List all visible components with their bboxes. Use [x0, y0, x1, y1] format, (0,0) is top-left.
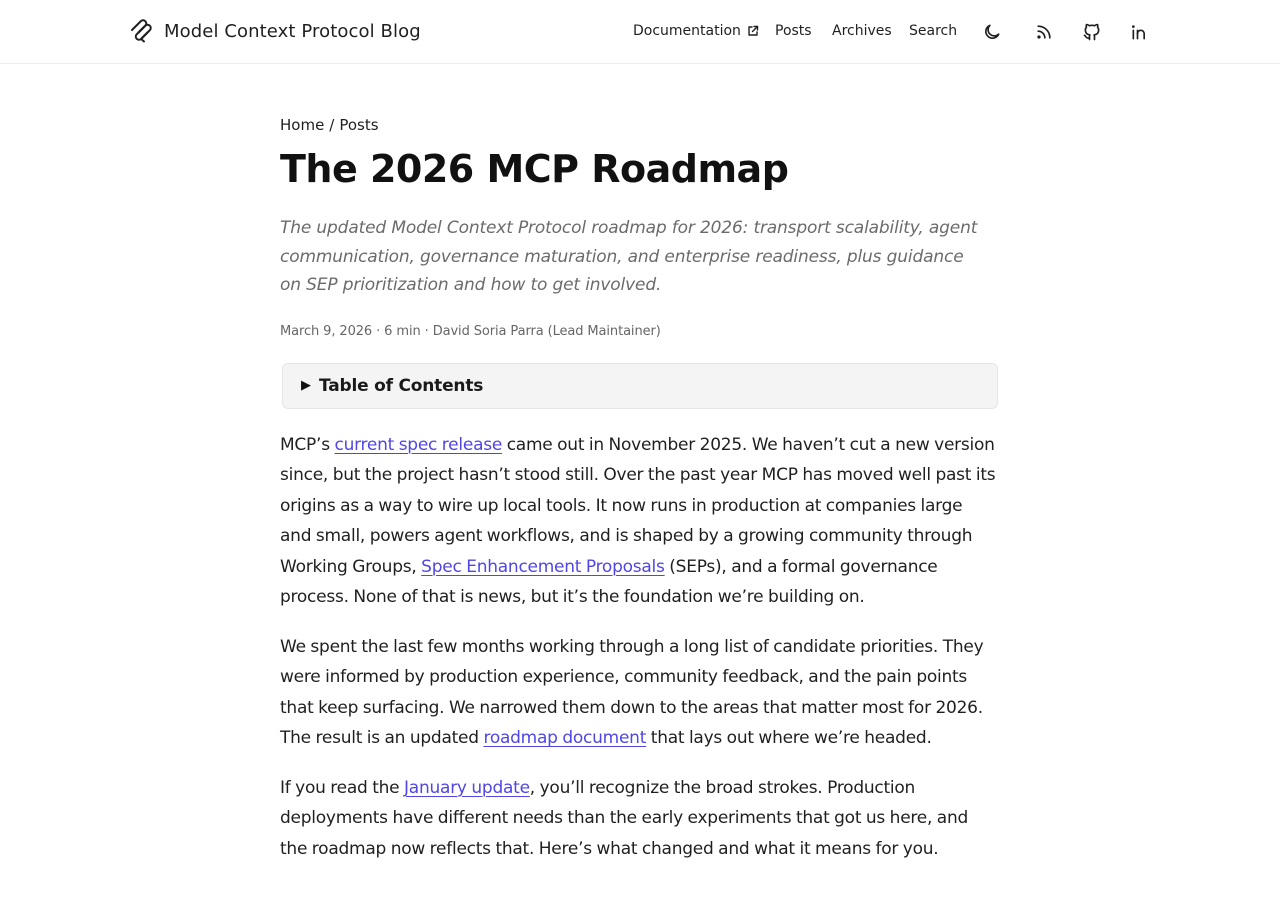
external-link-icon — [747, 25, 759, 37]
toc-label: Table of Contents — [319, 375, 484, 396]
github-icon — [1082, 22, 1102, 42]
nav-documentation[interactable] — [633, 18, 759, 44]
github-button[interactable] — [1080, 20, 1104, 44]
p2-text-end: that lays out where we’re headed. — [646, 728, 932, 749]
p1-text-end: (SEPs), and a formal governance process. None of that is news, but it’s the foundation we’re building on. — [280, 556, 938, 608]
breadcrumb-separator: / — [329, 116, 335, 134]
p2-text-start: We spent the last few months working through a long list of candidate priorities. They were informed by production experience, community feedback, and the pain points that keep surfacing. We narrowed them down to the areas that matter most for 2026. The result is an updated — [280, 636, 984, 749]
breadcrumb-posts[interactable]: Posts — [339, 116, 379, 134]
linkedin-button[interactable] — [1128, 20, 1152, 44]
site-title: Model Context Protocol Blog — [164, 20, 421, 42]
paragraph-1 — [280, 430, 998, 613]
moon-icon — [982, 22, 1002, 42]
linkedin-icon — [1130, 22, 1150, 42]
site-brand-link[interactable] — [130, 14, 421, 48]
nav-posts[interactable] — [775, 18, 812, 44]
disclosure-triangle-icon: ▶ — [301, 378, 311, 394]
january-update-link[interactable]: January update — [404, 777, 530, 798]
page-title: The 2026 MCP Roadmap — [280, 147, 789, 191]
mcp-logo-icon — [130, 18, 154, 44]
post-description: The updated Model Context Protocol roadmap for 2026: transport scalability, agent communication, governance maturation, and enterprise readiness, plus guidance on SEP prioritization and how to get involved. — [280, 218, 978, 296]
breadcrumb-home[interactable]: Home — [280, 116, 325, 134]
paragraph-2 — [280, 632, 998, 754]
current-spec-release-link[interactable]: current spec release — [334, 434, 503, 455]
paragraph-3 — [280, 773, 998, 865]
nav-posts-link[interactable]: Posts — [775, 23, 812, 39]
post-meta: March 9, 2026 · 6 min · David Soria Parra (Lead Maintainer) — [280, 323, 661, 339]
post-content — [280, 430, 998, 865]
p3-text-end: , you’ll recognize the broad strokes. Production deployments have different needs than the early experiments that got us here, and the roadmap now reflects that. Here’s what changed and what it means for you. — [280, 777, 969, 859]
nav-documentation-link[interactable]: Documentation — [633, 23, 741, 39]
theme-toggle-button[interactable] — [980, 20, 1004, 44]
breadcrumb — [280, 112, 998, 138]
roadmap-document-link[interactable]: roadmap document — [483, 728, 647, 749]
table-of-contents-toggle[interactable] — [282, 363, 998, 409]
p1-text-start: MCP’s — [280, 434, 335, 455]
nav-search-link[interactable]: Search — [909, 23, 958, 39]
p3-text-start: If you read the — [280, 777, 405, 798]
rss-icon — [1034, 22, 1054, 42]
spec-enhancement-proposals-link[interactable]: Spec Enhancement Proposals — [421, 556, 665, 577]
nav-search[interactable] — [909, 18, 957, 44]
post-main — [280, 112, 998, 883]
p1-text-middle: came out in November 2025. We haven’t cut a new version since, but the project hasn’t stood still. Over the past year MCP has moved well past its origins as a way to wire up local tools. It now runs in production at companies large and small, powers agent workflows, and is shaped by a growing community through Working Groups, — [280, 434, 996, 577]
nav-archives-link[interactable]: Archives — [832, 23, 892, 39]
site-header — [0, 0, 1280, 64]
rss-button[interactable] — [1032, 20, 1056, 44]
nav-archives[interactable] — [832, 18, 892, 44]
